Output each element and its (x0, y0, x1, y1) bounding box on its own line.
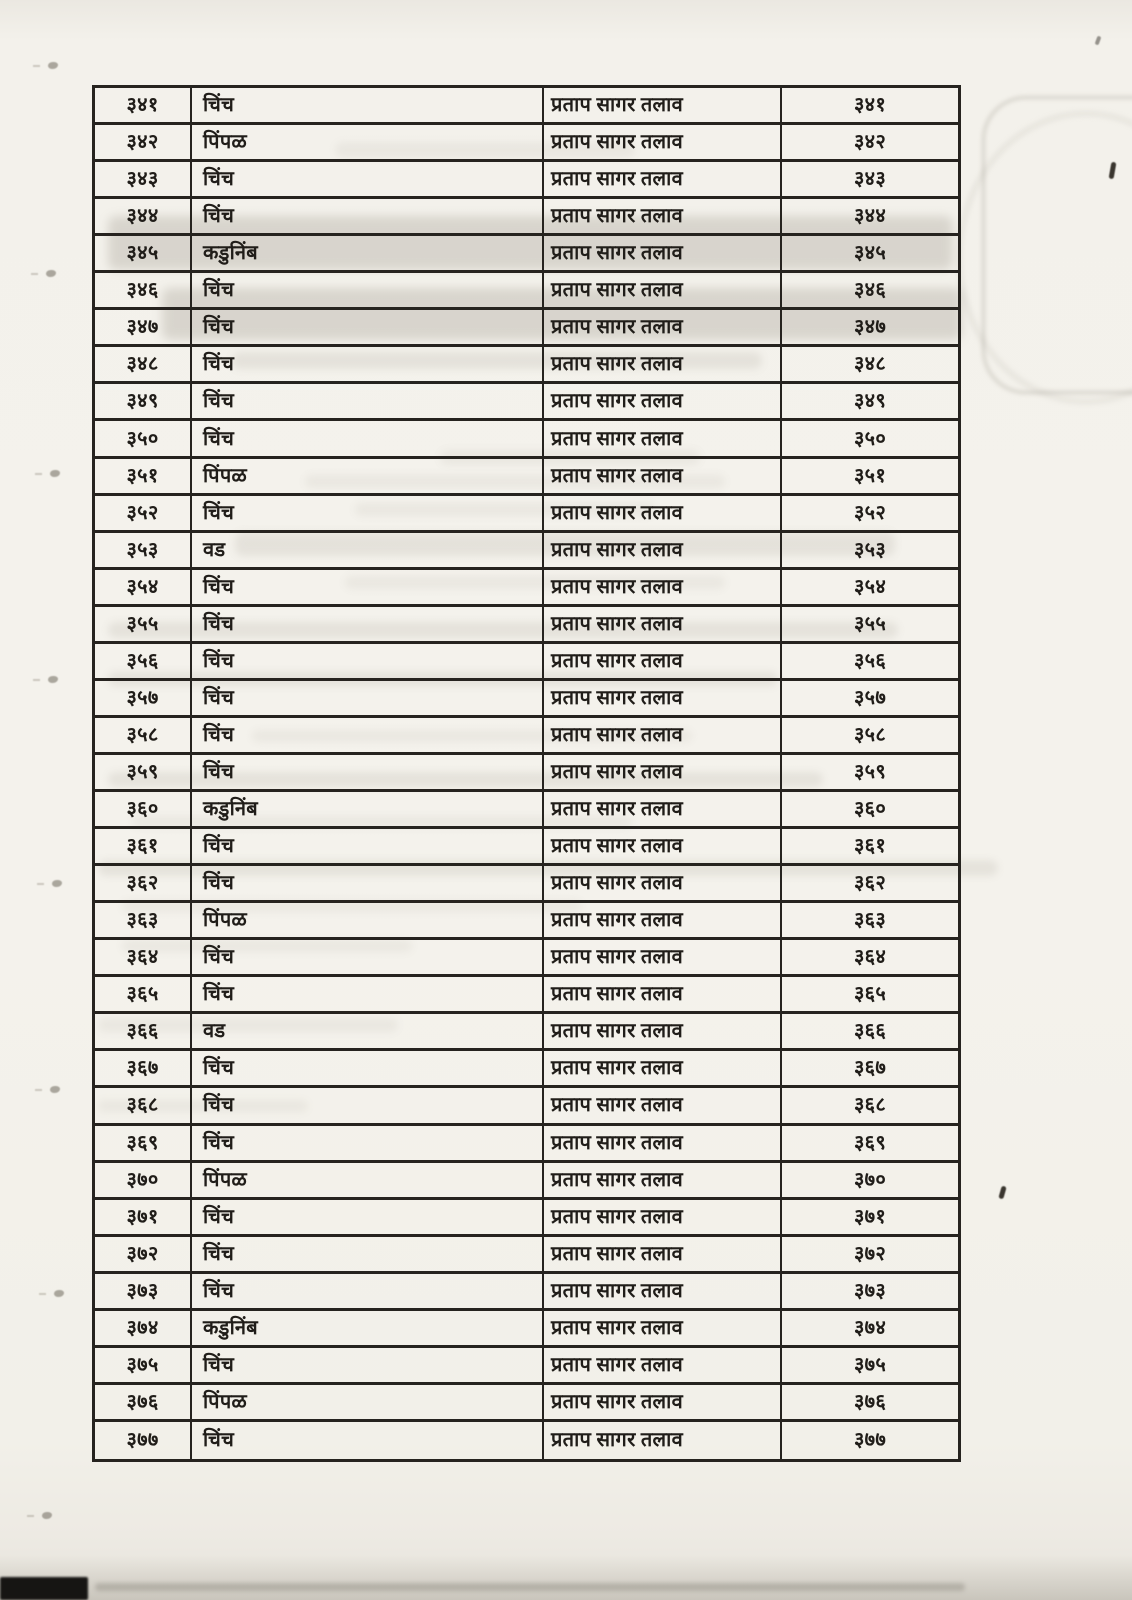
serial-repeat-cell: ३५८ (853, 723, 887, 746)
location-cell: प्रताप सागर तलाव (544, 1051, 782, 1085)
tree-name-cell: पिंपळ (192, 1163, 544, 1197)
table-row (95, 755, 958, 792)
serial-cell: ३५५ (95, 607, 192, 641)
serial-repeat-cell: ३४३ (853, 168, 887, 191)
location-cell: प्रताप सागर तलाव (544, 1200, 782, 1234)
table-row (95, 125, 958, 162)
table-row (95, 1051, 958, 1088)
tree-name-cell: चिंच (192, 1237, 544, 1271)
serial-repeat-cell: ३६३ (853, 909, 887, 932)
location-cell: प्रताप सागर तलाव (544, 1311, 782, 1345)
tree-name-cell: चिंच (192, 1200, 544, 1234)
tree-name-cell: चिंच (192, 1422, 544, 1459)
serial-cell: ३५१ (95, 459, 192, 493)
serial-cell: ३४७ (95, 310, 192, 344)
location-cell: प्रताप सागर तलाव (544, 533, 782, 567)
tree-name-cell: पिंपळ (192, 459, 544, 493)
serial-repeat-cell: ३४४ (853, 205, 887, 228)
table-row (95, 496, 958, 533)
tree-name-cell: पिंपळ (192, 1385, 544, 1419)
location-cell: प्रताप सागर तलाव (544, 273, 782, 307)
tree-name-cell: पिंपळ (192, 125, 544, 159)
location-cell: प्रताप सागर तलाव (544, 347, 782, 381)
serial-cell: ३७१ (95, 1200, 192, 1234)
tree-name-cell: चिंच (192, 644, 544, 678)
serial-cell: ३५३ (95, 533, 192, 567)
location-cell: प्रताप सागर तलाव (544, 421, 782, 455)
table-row (95, 792, 958, 829)
table-row (95, 236, 958, 273)
serial-cell: ३७७ (95, 1422, 192, 1459)
tree-name-cell: चिंच (192, 310, 544, 344)
location-cell: प्रताप सागर तलाव (544, 1385, 782, 1419)
tree-name-cell: चिंच (192, 1051, 544, 1085)
table-row (95, 940, 958, 977)
serial-cell: ३६९ (95, 1126, 192, 1160)
serial-repeat-cell: ३४९ (853, 390, 887, 413)
tree-name-cell: चिंच (192, 829, 544, 863)
serial-repeat-cell: ३७५ (853, 1353, 887, 1376)
serial-repeat-cell: ३७४ (853, 1316, 887, 1339)
serial-repeat-cell: ३५० (853, 427, 887, 450)
serial-repeat-cell: ३६२ (853, 872, 887, 895)
location-cell: प्रताप सागर तलाव (544, 236, 782, 270)
serial-repeat-cell: ३६१ (853, 835, 887, 858)
serial-repeat-cell: ३५१ (853, 464, 887, 487)
serial-repeat-cell: ३४६ (853, 279, 887, 302)
tree-name-cell: चिंच (192, 1348, 544, 1382)
tree-name-cell: कडुनिंब (192, 1311, 544, 1345)
location-cell: प्रताप सागर तलाव (544, 125, 782, 159)
serial-cell: ३६७ (95, 1051, 192, 1085)
table-row (95, 1088, 958, 1125)
table-row (95, 1422, 958, 1459)
tree-table (92, 85, 961, 1462)
tree-name-cell: चिंच (192, 1126, 544, 1160)
location-cell: प्रताप सागर तलाव (544, 644, 782, 678)
location-cell: प्रताप सागर तलाव (544, 459, 782, 493)
serial-repeat-cell: ३६८ (853, 1094, 887, 1117)
serial-repeat-cell: ३७० (853, 1168, 887, 1191)
location-cell: प्रताप सागर तलाव (544, 681, 782, 715)
serial-cell: ३५८ (95, 718, 192, 752)
serial-repeat-cell: ३४१ (853, 94, 887, 117)
table-row (95, 1163, 958, 1200)
serial-repeat-cell: ३५२ (853, 501, 887, 524)
serial-cell: ३५२ (95, 496, 192, 530)
tree-name-cell: चिंच (192, 273, 544, 307)
tree-name-cell: कडुनिंब (192, 236, 544, 270)
location-cell: प्रताप सागर तलाव (544, 903, 782, 937)
serial-cell: ३७६ (95, 1385, 192, 1419)
serial-cell: ३४३ (95, 162, 192, 196)
table-row (95, 866, 958, 903)
serial-repeat-cell: ३७७ (853, 1429, 887, 1452)
table-row (95, 681, 958, 718)
serial-cell: ३५७ (95, 681, 192, 715)
table-row (95, 384, 958, 421)
table-row (95, 1126, 958, 1163)
location-cell: प्रताप सागर तलाव (544, 162, 782, 196)
table-row (95, 1014, 958, 1051)
serial-cell: ३६५ (95, 977, 192, 1011)
location-cell: प्रताप सागर तलाव (544, 1422, 782, 1459)
serial-repeat-cell: ३४८ (853, 353, 887, 376)
tree-name-cell: चिंच (192, 347, 544, 381)
serial-cell: ३७० (95, 1163, 192, 1197)
serial-cell: ३५० (95, 421, 192, 455)
table-row (95, 1385, 958, 1422)
table-row (95, 829, 958, 866)
serial-cell: ३६८ (95, 1088, 192, 1122)
tree-name-cell: पिंपळ (192, 903, 544, 937)
tree-name-cell: चिंच (192, 755, 544, 789)
tree-name-cell: चिंच (192, 866, 544, 900)
serial-repeat-cell: ३५३ (853, 538, 887, 561)
serial-repeat-cell: ३५५ (853, 612, 887, 635)
table-row (95, 977, 958, 1014)
location-cell: प्रताप सागर तलाव (544, 1348, 782, 1382)
table-row (95, 1200, 958, 1237)
serial-cell: ३६४ (95, 940, 192, 974)
table-row (95, 607, 958, 644)
serial-repeat-cell: ३५७ (853, 686, 887, 709)
serial-repeat-cell: ३६६ (853, 1020, 887, 1043)
table-row (95, 1311, 958, 1348)
serial-cell: ३७५ (95, 1348, 192, 1382)
location-cell: प्रताप सागर तलाव (544, 570, 782, 604)
serial-repeat-cell: ३७१ (853, 1205, 887, 1228)
serial-cell: ३४९ (95, 384, 192, 418)
location-cell: प्रताप सागर तलाव (544, 829, 782, 863)
location-cell: प्रताप सागर तलाव (544, 310, 782, 344)
table-row (95, 1274, 958, 1311)
serial-repeat-cell: ३६४ (853, 946, 887, 969)
location-cell: प्रताप सागर तलाव (544, 1088, 782, 1122)
serial-repeat-cell: ३७२ (853, 1242, 887, 1265)
tree-name-cell: चिंच (192, 384, 544, 418)
tree-name-cell: वड (192, 533, 544, 567)
tree-name-cell: वड (192, 1014, 544, 1048)
location-cell: प्रताप सागर तलाव (544, 940, 782, 974)
serial-repeat-cell: ३६० (853, 798, 887, 821)
serial-repeat-cell: ३६९ (853, 1131, 887, 1154)
serial-cell: ३४१ (95, 88, 192, 122)
tree-name-cell: चिंच (192, 718, 544, 752)
location-cell: प्रताप सागर तलाव (544, 1014, 782, 1048)
serial-cell: ३५४ (95, 570, 192, 604)
location-cell: प्रताप सागर तलाव (544, 1274, 782, 1308)
serial-repeat-cell: ३४२ (853, 131, 887, 154)
tree-name-cell: कडुनिंब (192, 792, 544, 826)
serial-cell: ३४५ (95, 236, 192, 270)
table-row (95, 421, 958, 458)
location-cell: प्रताप सागर तलाव (544, 718, 782, 752)
tree-name-cell: चिंच (192, 607, 544, 641)
location-cell: प्रताप सागर तलाव (544, 384, 782, 418)
serial-cell: ३७३ (95, 1274, 192, 1308)
serial-repeat-cell: ३४७ (853, 316, 887, 339)
serial-repeat-cell: ३४५ (853, 242, 887, 265)
serial-cell: ३६२ (95, 866, 192, 900)
serial-cell: ३४४ (95, 199, 192, 233)
table-row (95, 570, 958, 607)
tree-name-cell: चिंच (192, 199, 544, 233)
tree-name-cell: चिंच (192, 496, 544, 530)
serial-cell: ३६१ (95, 829, 192, 863)
tree-name-cell: चिंच (192, 88, 544, 122)
location-cell: प्रताप सागर तलाव (544, 199, 782, 233)
serial-repeat-cell: ३७३ (853, 1279, 887, 1302)
serial-cell: ३६६ (95, 1014, 192, 1048)
location-cell: प्रताप सागर तलाव (544, 1237, 782, 1271)
tree-name-cell: चिंच (192, 162, 544, 196)
location-cell: प्रताप सागर तलाव (544, 496, 782, 530)
table-row (95, 88, 958, 125)
location-cell: प्रताप सागर तलाव (544, 866, 782, 900)
table-row (95, 1237, 958, 1274)
table-row (95, 533, 958, 570)
serial-cell: ३५६ (95, 644, 192, 678)
serial-repeat-cell: ३५६ (853, 649, 887, 672)
table-row (95, 347, 958, 384)
tree-name-cell: चिंच (192, 1274, 544, 1308)
serial-repeat-cell: ३६५ (853, 983, 887, 1006)
table-row (95, 310, 958, 347)
table-row (95, 903, 958, 940)
serial-cell: ३६० (95, 792, 192, 826)
serial-cell: ३४६ (95, 273, 192, 307)
serial-repeat-cell: ३६७ (853, 1057, 887, 1080)
serial-cell: ३७२ (95, 1237, 192, 1271)
table-row (95, 718, 958, 755)
location-cell: प्रताप सागर तलाव (544, 607, 782, 641)
table-row (95, 199, 958, 236)
serial-cell: ३४२ (95, 125, 192, 159)
table-row (95, 273, 958, 310)
tree-name-cell: चिंच (192, 977, 544, 1011)
serial-repeat-cell: ३५९ (853, 760, 887, 783)
tree-name-cell: चिंच (192, 570, 544, 604)
table-row (95, 644, 958, 681)
location-cell: प्रताप सागर तलाव (544, 792, 782, 826)
table-row (95, 162, 958, 199)
serial-cell: ३६३ (95, 903, 192, 937)
location-cell: प्रताप सागर तलाव (544, 1163, 782, 1197)
serial-cell: ३५९ (95, 755, 192, 789)
location-cell: प्रताप सागर तलाव (544, 977, 782, 1011)
serial-cell: ३७४ (95, 1311, 192, 1345)
tree-name-cell: चिंच (192, 940, 544, 974)
serial-repeat-cell: ३७६ (853, 1390, 887, 1413)
location-cell: प्रताप सागर तलाव (544, 1126, 782, 1160)
serial-repeat-cell: ३५४ (853, 575, 887, 598)
tree-name-cell: चिंच (192, 1088, 544, 1122)
tree-name-cell: चिंच (192, 681, 544, 715)
tree-name-cell: चिंच (192, 421, 544, 455)
table-row (95, 459, 958, 496)
location-cell: प्रताप सागर तलाव (544, 88, 782, 122)
table-row (95, 1348, 958, 1385)
location-cell: प्रताप सागर तलाव (544, 755, 782, 789)
serial-cell: ३४८ (95, 347, 192, 381)
